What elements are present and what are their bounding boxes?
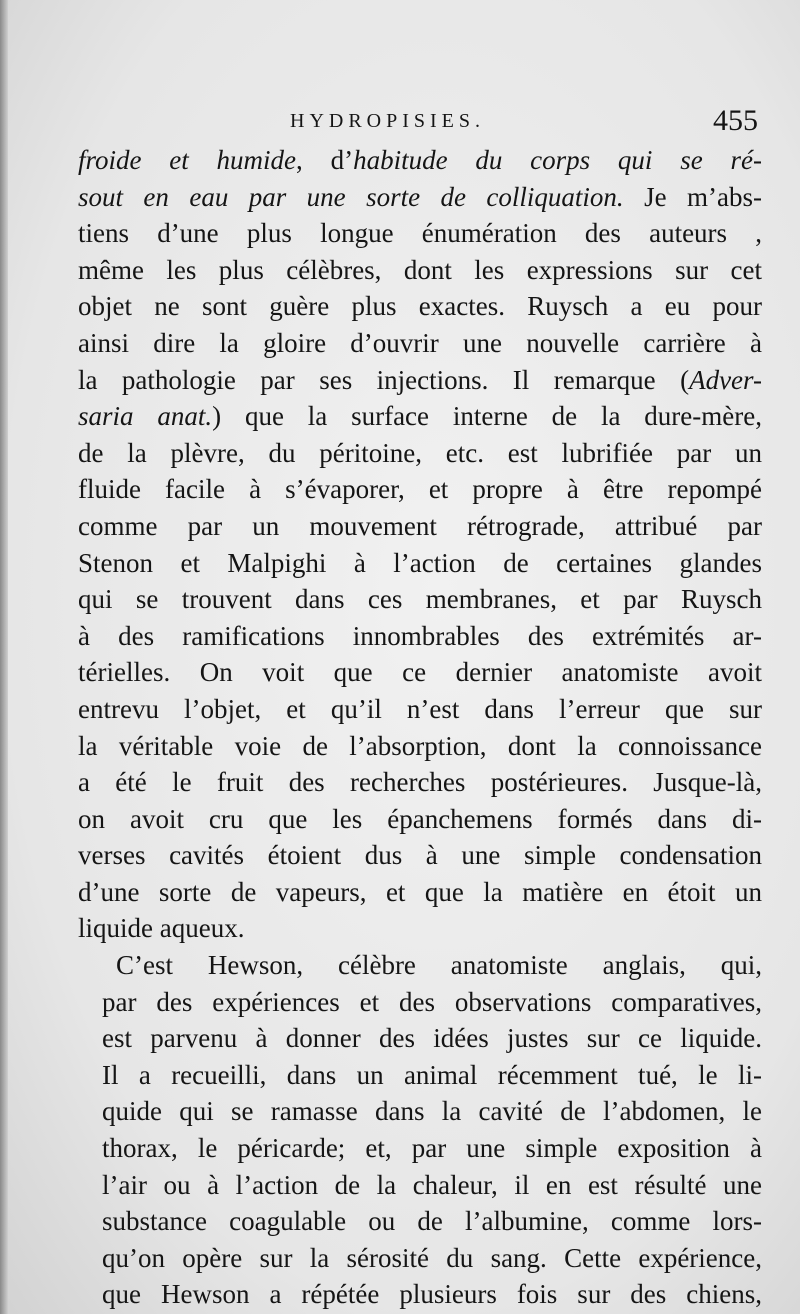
text-segment: qui se trouvent dans ces membranes, et par Ruysch bbox=[78, 584, 762, 615]
body-text bbox=[78, 142, 762, 1313]
text-line bbox=[78, 1167, 762, 1204]
text-line bbox=[78, 1057, 762, 1094]
text-line bbox=[78, 618, 762, 655]
text-segment: tiens d’une plus longue énumération des auteurs , bbox=[78, 218, 762, 249]
text-line bbox=[78, 435, 762, 472]
text-segment: térielles. On voit que ce dernier anatomiste avoit bbox=[78, 657, 762, 688]
italic-text: habitude du corps qui se ré- bbox=[353, 145, 762, 175]
text-segment: par des expériences et des observations comparatives, bbox=[102, 986, 762, 1017]
page-header bbox=[80, 104, 758, 144]
text-segment: , d’ bbox=[296, 145, 354, 175]
text-line bbox=[78, 874, 762, 911]
page-number: 455 bbox=[713, 104, 758, 137]
text-line bbox=[78, 545, 762, 582]
text-line bbox=[78, 1130, 762, 1167]
text-line bbox=[78, 215, 762, 252]
text-line bbox=[78, 142, 762, 179]
text-line bbox=[78, 1240, 762, 1277]
italic-text: Adver- bbox=[689, 364, 762, 395]
text-segment: que Hewson a répétée plusieurs fois sur des chiens, bbox=[102, 1279, 762, 1310]
text-segment: fluide facile à s’évaporer, et propre à être repompé bbox=[78, 474, 762, 505]
italic-text: saria anat. bbox=[78, 401, 213, 432]
text-line bbox=[78, 728, 762, 765]
text-segment: à des ramifications innombrables des extrémités ar- bbox=[78, 620, 762, 651]
text-line bbox=[78, 508, 762, 545]
text-line bbox=[78, 471, 762, 508]
text-line bbox=[78, 764, 762, 801]
text-segment: thorax, le péricarde; et, par une simple exposition à bbox=[102, 1133, 762, 1164]
text-segment: Stenon et Malpighi à l’action de certaines glandes bbox=[78, 547, 762, 578]
text-segment: C’est Hewson, célèbre anatomiste anglais, qui, bbox=[116, 950, 762, 981]
italic-text: froide et humide bbox=[78, 145, 297, 175]
running-head: HYDROPISIES. bbox=[290, 110, 486, 132]
text-line bbox=[78, 691, 762, 728]
text-segment: Il a recueilli, dans un animal récemment tué, le li- bbox=[102, 1059, 762, 1090]
text-segment: ) que la surface interne de la dure-mère, bbox=[212, 401, 762, 432]
text-line bbox=[78, 398, 762, 435]
text-segment: ainsi dire la gloire d’ouvrir une nouvelle carrière à bbox=[78, 327, 762, 358]
text-segment: est parvenu à donner des idées justes sur ce liquide. bbox=[102, 1023, 762, 1054]
text-segment: entrevu l’objet, et qu’il n’est dans l’erreur que sur bbox=[78, 693, 762, 724]
text-line bbox=[78, 910, 762, 947]
text-line bbox=[78, 947, 762, 984]
text-line bbox=[78, 179, 762, 216]
text-segment: de la plèvre, du péritoine, etc. est lubrifiée par un bbox=[78, 437, 762, 468]
text-segment: verses cavités étoient dus à une simple condensation bbox=[78, 840, 762, 871]
text-segment: a été le fruit des recherches postérieures. Jusque-là, bbox=[78, 767, 762, 798]
text-line bbox=[78, 252, 762, 289]
text-line bbox=[78, 654, 762, 691]
text-segment: substance coagulable ou de l’albumine, comme lors- bbox=[102, 1206, 762, 1237]
text-segment: comme par un mouvement rétrograde, attribué par bbox=[78, 510, 762, 541]
text-line bbox=[78, 581, 762, 618]
text-line bbox=[78, 1203, 762, 1240]
text-segment: quide qui se ramasse dans la cavité de l’abdomen, le bbox=[102, 1096, 762, 1127]
text-line bbox=[78, 984, 762, 1021]
text-line bbox=[78, 1020, 762, 1057]
text-line bbox=[78, 288, 762, 325]
italic-text: sout en eau par une sorte de colliquation. bbox=[78, 181, 624, 212]
text-segment: Je m’abs- bbox=[623, 181, 762, 212]
text-segment: objet ne sont guère plus exactes. Ruysch a eu pour bbox=[78, 291, 762, 322]
text-segment: qu’on opère sur la sérosité du sang. Cette expérience, bbox=[102, 1242, 762, 1273]
text-line bbox=[78, 801, 762, 838]
text-line bbox=[78, 1093, 762, 1130]
text-segment: liquide aqueux. bbox=[78, 913, 245, 944]
text-line bbox=[78, 837, 762, 874]
text-segment: on avoit cru que les épanchemens formés dans di- bbox=[78, 803, 762, 834]
text-line bbox=[78, 362, 762, 399]
text-segment: la pathologie par ses injections. Il remarque ( bbox=[78, 364, 690, 395]
text-segment: même les plus célèbres, dont les expressions sur cet bbox=[78, 254, 762, 285]
text-segment: d’une sorte de vapeurs, et que la matière en étoit un bbox=[78, 876, 762, 907]
text-segment: l’air ou à l’action de la chaleur, il en est résulté une bbox=[102, 1169, 762, 1200]
text-line bbox=[78, 1276, 762, 1313]
text-line bbox=[78, 325, 762, 362]
text-segment: la véritable voie de l’absorption, dont la connoissance bbox=[78, 730, 762, 761]
